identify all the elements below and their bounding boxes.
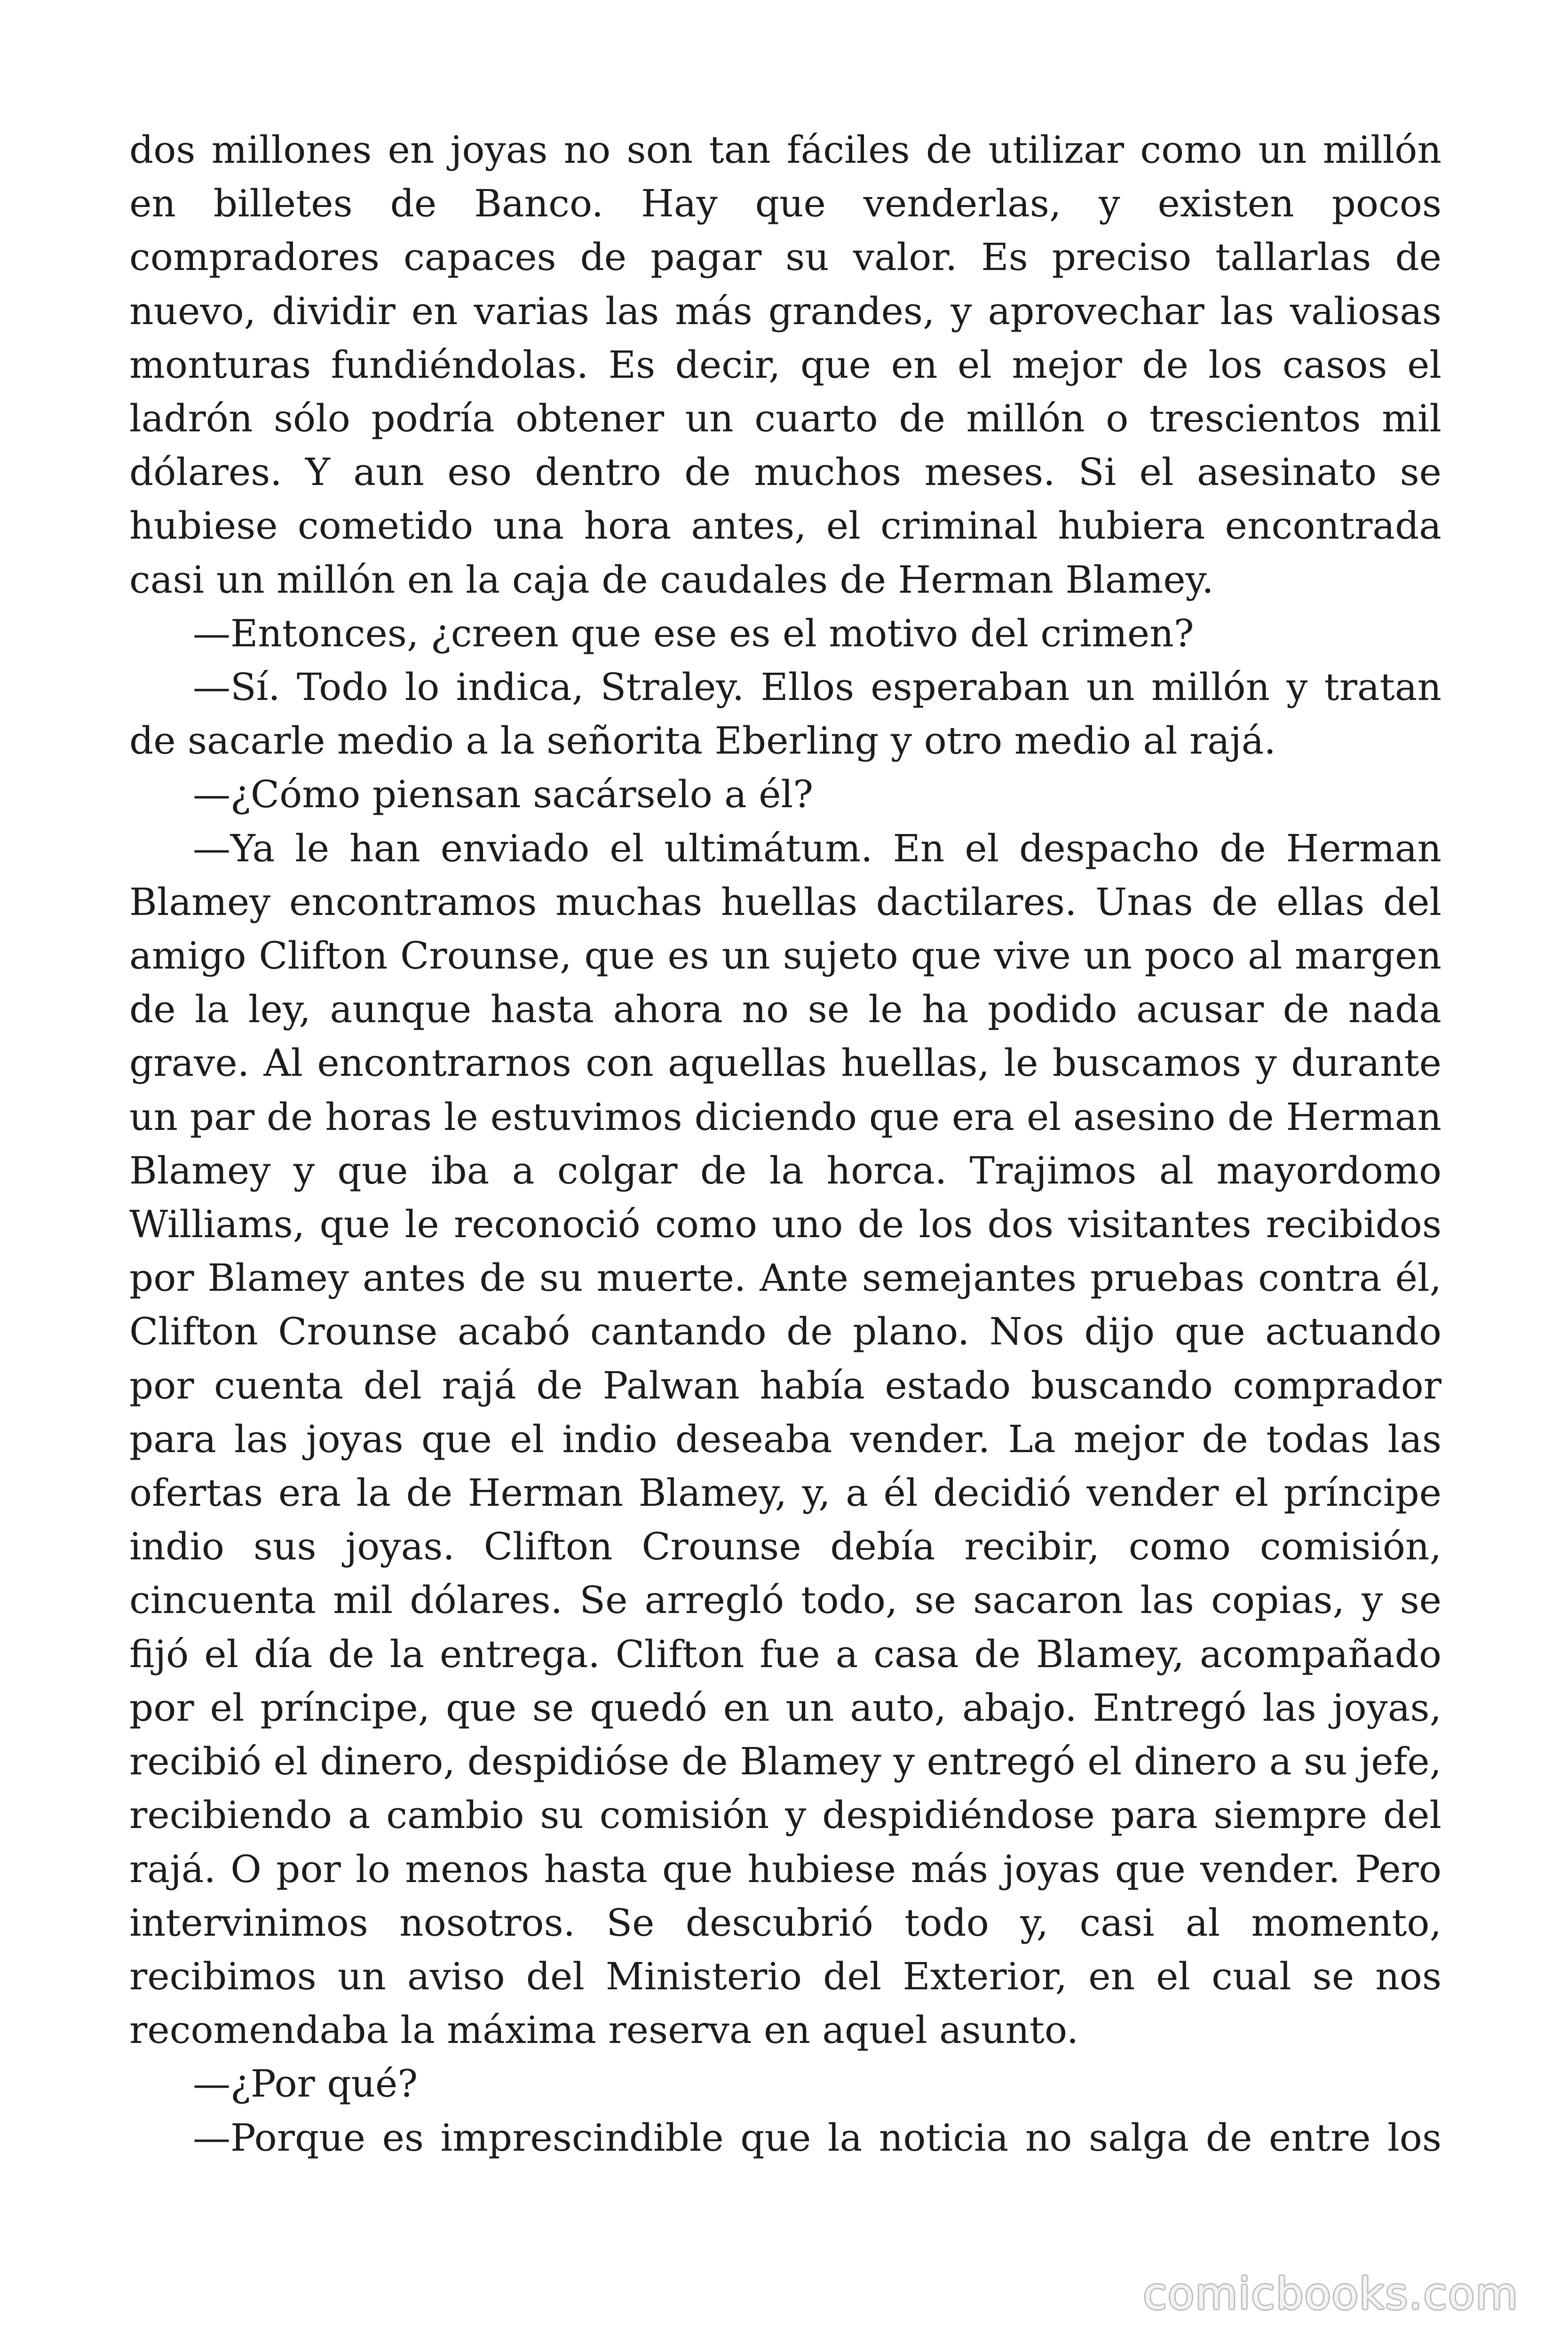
paragraph: —¿Por qué? bbox=[193, 2062, 418, 2106]
paragraph: —Sí. Todo lo indica, Straley. Ellos esperaban un millón y tratan de sacarle medio a la señorita Eberling y otro medio al rajá. bbox=[129, 665, 1441, 763]
paragraph: —Ya le han enviado el ultimátum. En el despacho de Herman Blamey encontramos muchas huellas dactilares. Unas de ellas del amigo Clifton Crounse, que es un sujeto que vive un poco al margen de la ley, aunque hasta ahora no se le ha podido acusar de nada grave. Al encontrarnos con aquellas huellas, le buscamos y durante un par de horas le estuvimos diciendo que era el asesino de Herman Blamey y que iba a colgar de la horca. Trajimos al mayordomo Williams, que le reconoció como uno de los dos visitantes recibidos por Blamey antes de su muerte. Ante semejantes pruebas contra él, Clifton Crounse acabó cantando de plano. Nos dijo que actuando por cuenta del rajá de Palwan había estado buscando comprador para las joyas que el indio deseaba vender. La mejor de todas las ofertas era la de Herman Blamey, y, a él decidió vender el príncipe indio sus joyas. Clifton Crounse debía recibir, como comisión, cincuenta mil dólares. Se arregló todo, se sacaron las copias, y se fijó el día de la entrega. Clifton fue a casa de Blamey, acompañado por el príncipe, que se quedó en un auto, abajo. Entregó las joyas, recibió el dinero, despidióse de Blamey y entregó el dinero a su jefe, recibiendo a cambio su comisión y despidiéndose para siempre del rajá. O por lo menos hasta que hubiese más joyas que vender. Pero intervinimos nosotros. Se descubrió todo y, casi al momento, recibimos un aviso del Ministerio del Exterior, en el cual se nos recomendaba la máxima reserva en aquel asunto. bbox=[129, 826, 1441, 2052]
page-text bbox=[129, 123, 1441, 2165]
watermark-text: comicbooks.com bbox=[1143, 2269, 1519, 2319]
paragraph: —¿Cómo piensan sacárselo a él? bbox=[193, 772, 814, 817]
paragraph-last-line: —Porque es imprescindible que la noticia no salga de entre los bbox=[193, 2115, 1441, 2160]
paragraph: dos millones en joyas no son tan fáciles de utilizar como un millón en billetes de Banco. Hay que venderlas, y existen pocos compradores capaces de pagar su valor. Es preciso tallarlas de nuevo, dividir en varias las más grandes, y aprovechar las valiosas monturas fundiéndolas. Es decir, que en el mejor de los casos el ladrón sólo podría obtener un cuarto de millón o trescientos mil dólares. Y aun eso dentro de muchos meses. Si el asesinato se hubiese cometido una hora antes, el criminal hubiera encontrada casi un millón en la caja de caudales de Herman Blamey. bbox=[129, 128, 1441, 602]
paragraph: —Entonces, ¿creen que ese es el motivo del crimen? bbox=[193, 611, 1194, 655]
